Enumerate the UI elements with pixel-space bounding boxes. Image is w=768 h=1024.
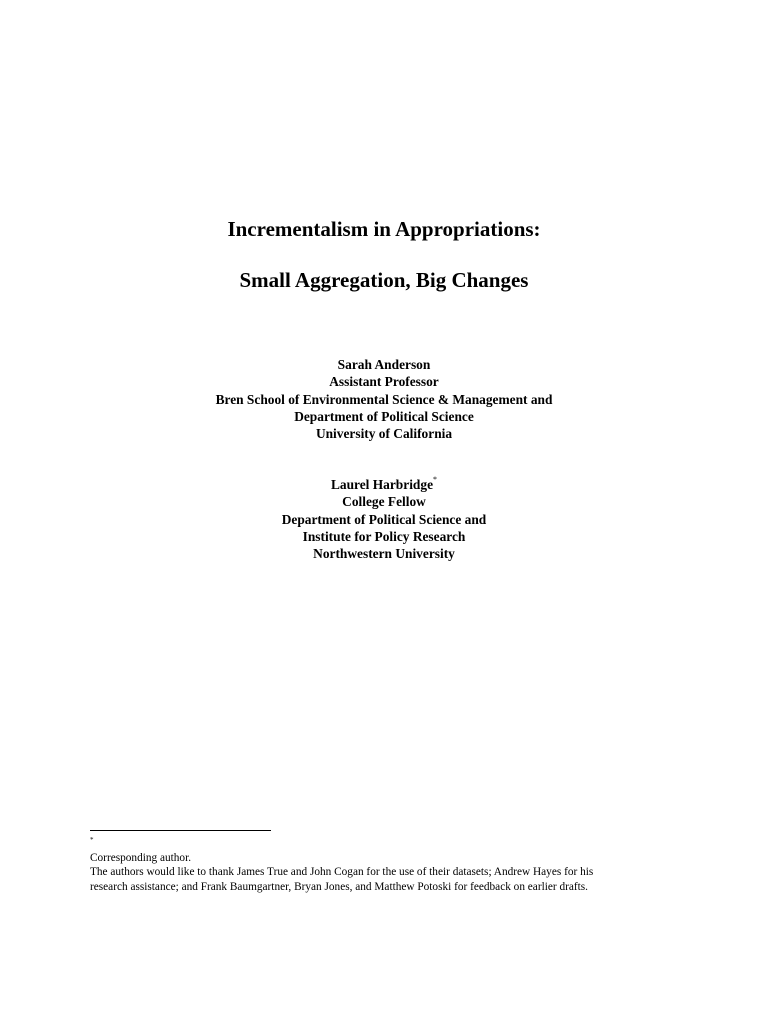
footnote-marker: * (433, 475, 438, 484)
title-line-1: Incrementalism in Appropriations: (227, 217, 541, 241)
author-name-line (0, 476, 768, 493)
author-institution: University of California (315, 426, 453, 442)
footnote-corresponding-text: Corresponding author. (90, 851, 192, 864)
footnote-marker: * (90, 836, 94, 844)
author-affiliation: Bren School of Environmental Science & Management and (215, 391, 553, 407)
footnote-separator (90, 830, 271, 831)
author-name: Laurel Harbridge (330, 477, 434, 492)
author-name: Sarah Anderson (337, 357, 431, 372)
author-title: Assistant Professor (329, 374, 439, 390)
author-title: College Fellow (342, 494, 426, 510)
footnote-acknowledgment-line-2: research assistance; and Frank Baumgartner, Bryan Jones, and Matthew Potoski for feedback on earlier drafts. (90, 880, 589, 893)
paper-title (0, 213, 768, 296)
author-block-anderson (0, 356, 768, 442)
title-line-2: Small Aggregation, Big Changes (239, 268, 529, 292)
author-affiliation: Department of Political Science and (281, 511, 487, 527)
author-block-harbridge (0, 476, 768, 562)
author-institution: Northwestern University (313, 546, 455, 562)
author-affiliation: Department of Political Science (294, 408, 474, 424)
footnote-corresponding-line (90, 836, 720, 865)
footnote (90, 836, 720, 894)
footnote-acknowledgment-line-1: The authors would like to thank James True and John Cogan for the use of their datasets; Andrew Hayes for his (90, 866, 594, 878)
author-affiliation: Institute for Policy Research (302, 528, 466, 544)
